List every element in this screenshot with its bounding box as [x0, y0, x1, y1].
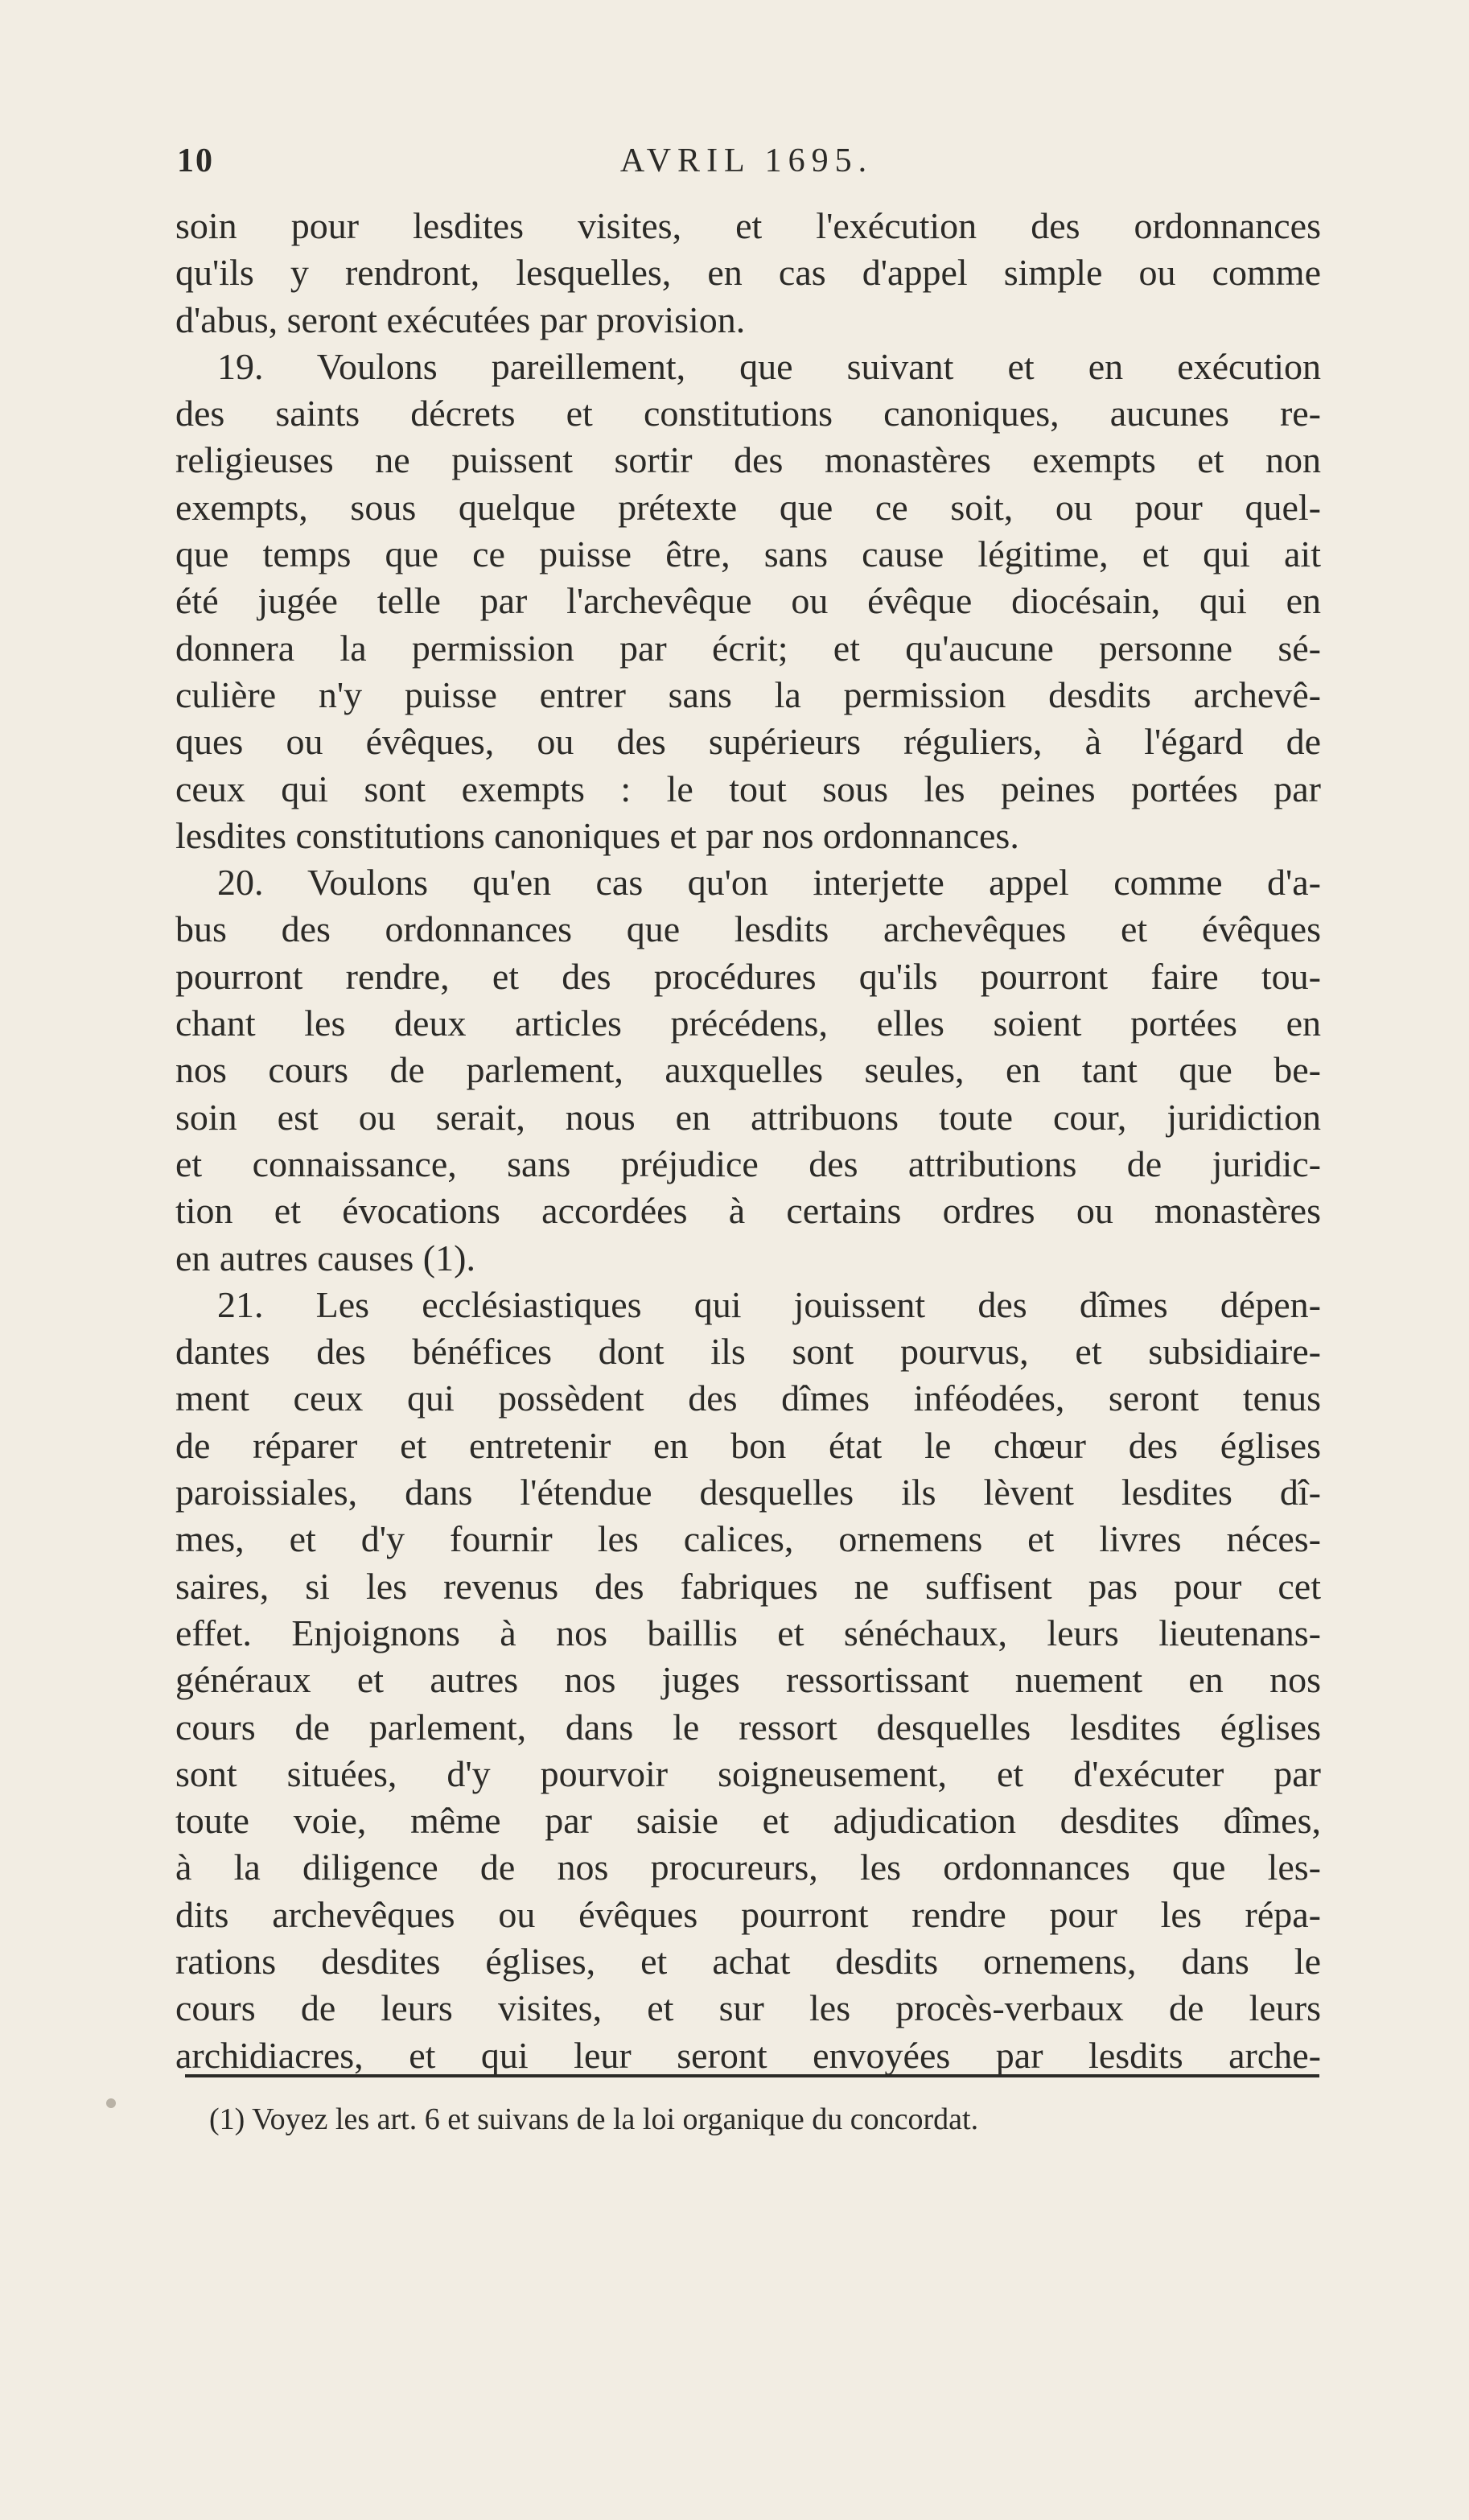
text-line: ques ou évêques, ou des supérieurs réguliers, à l'égard de	[175, 721, 1321, 763]
text-line: cours de parlement, dans le ressort desquelles lesdites églises	[175, 1706, 1321, 1748]
text-line: archidiacres, et qui leur seront envoyées par lesdits arche-	[175, 2034, 1321, 2076]
text-line: en autres causes (1).	[175, 1237, 475, 1279]
page-header	[177, 142, 1316, 190]
text-line: saires, si les revenus des fabriques ne suffisent pas pour cet	[175, 1565, 1321, 1607]
text-line: soin pour lesdites visites, et l'exécution des ordonnances	[175, 205, 1321, 246]
text-line: pourront rendre, et des procédures qu'ils pourront faire tou-	[175, 955, 1321, 997]
text-line: sont situées, d'y pourvoir soigneusement, et d'exécuter par	[175, 1752, 1321, 1794]
text-line: ceux qui sont exempts : le tout sous les peines portées par	[175, 768, 1321, 809]
text-line: cours de leurs visites, et sur les procès-verbaux de leurs	[175, 1987, 1321, 2029]
text-line: culière n'y puisse entrer sans la permission desdits archevê-	[175, 673, 1321, 715]
text-line: dits archevêques ou évêques pourront rendre pour les répa-	[175, 1893, 1321, 1935]
text-line: de réparer et entretenir en bon état le chœur des églises	[175, 1424, 1321, 1466]
text-line: mes, et d'y fournir les calices, ornemens et livres néces-	[175, 1518, 1321, 1560]
text-line: exempts, sous quelque prétexte que ce soit, ou pour quel-	[175, 486, 1321, 528]
text-line: 21. Les ecclésiastiques qui jouissent des dîmes dépen-	[217, 1283, 1321, 1325]
text-line: et connaissance, sans préjudice des attributions de juridic-	[175, 1143, 1321, 1184]
footnote-rule	[185, 2074, 1319, 2077]
text-line: donnera la permission par écrit; et qu'aucune personne sé-	[175, 627, 1321, 669]
body-text	[175, 203, 1321, 2079]
text-line: 19. Voulons pareillement, que suivant et en exécution	[217, 345, 1321, 387]
text-line: ment ceux qui possèdent des dîmes inféodées, seront tenus	[175, 1377, 1321, 1419]
running-title: AVRIL 1695.	[619, 142, 874, 179]
text-line: nos cours de parlement, auxquelles seules, en tant que be-	[175, 1049, 1321, 1091]
text-line: soin est ou serait, nous en attribuons toute cour, juridiction	[175, 1096, 1321, 1138]
text-line: généraux et autres nos juges ressortissant nuement en nos	[175, 1659, 1321, 1701]
page-number: 10	[177, 142, 214, 179]
text-line: bus des ordonnances que lesdits archevêques et évêques	[175, 908, 1321, 950]
text-line: que temps que ce puisse être, sans cause légitime, et qui ait	[175, 533, 1321, 575]
text-line: religieuses ne puissent sortir des monastères exempts et non	[175, 439, 1321, 481]
text-line: rations desdites églises, et achat desdits ornemens, dans le	[175, 1940, 1321, 1982]
text-line: lesdites constitutions canoniques et par nos ordonnances.	[175, 814, 1019, 856]
text-line: chant les deux articles précédens, elles soient portées en	[175, 1003, 1321, 1044]
text-line: des saints décrets et constitutions canoniques, aucunes re-	[175, 393, 1321, 434]
text-line: tion et évocations accordées à certains ordres ou monastères	[175, 1190, 1321, 1232]
text-line: à la diligence de nos procureurs, les ordonnances que les-	[175, 1847, 1321, 1888]
text-line: qu'ils y rendront, lesquelles, en cas d'appel simple ou comme	[175, 252, 1321, 294]
text-line: paroissiales, dans l'étendue desquelles ils lèvent lesdites dî-	[175, 1472, 1321, 1513]
footnote: (1) Voyez les art. 6 et suivans de la loi organique du concordat.	[209, 2102, 979, 2136]
text-line: 20. Voulons qu'en cas qu'on interjette appel comme d'a-	[217, 862, 1321, 904]
text-line: dantes des bénéfices dont ils sont pourvus, et subsidiaire-	[175, 1331, 1321, 1373]
text-line: été jugée telle par l'archevêque ou évêque diocésain, qui en	[175, 580, 1321, 622]
paper-speck	[106, 2098, 116, 2108]
text-line: effet. Enjoignons à nos baillis et sénéchaux, leurs lieutenans-	[175, 1612, 1321, 1653]
text-line: d'abus, seront exécutées par provision.	[175, 299, 746, 340]
text-line: toute voie, même par saisie et adjudication desdites dîmes,	[175, 1800, 1321, 1842]
